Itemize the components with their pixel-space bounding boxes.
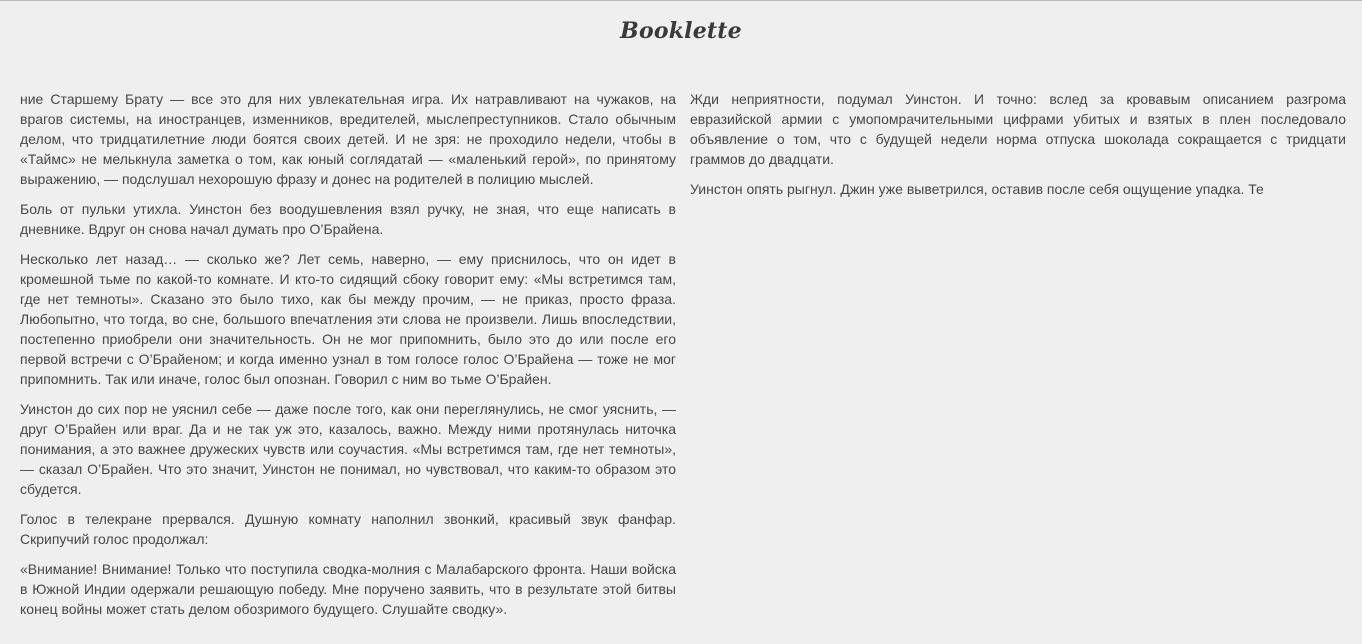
paragraph: Голос в телекране прервался. Душную комнату наполнил звонкий, красивый звук фанфар. Скрипучий голос продолжал: bbox=[20, 511, 676, 547]
right-page bbox=[690, 89, 1346, 209]
paragraph: «Внимание! Внимание! Только что поступила сводка-молния с Малабарского фронта. Наши войска в Южной Индии одержали решающую победу. Мне поручено заявить, что в результате этой битвы конец войны может стать делом обозримого будущего. Слушайте сводку». bbox=[20, 561, 676, 617]
paragraph: Жди неприятности, подумал Уинстон. И точно: вслед за кровавым описанием разгрома евразийской армии с умопомрачительными цифрами убитых и взятых в плен последовало объявление о том, что с будущей недели норма отпуска шоколада сокращается с тридцати граммов до двадцати. bbox=[690, 91, 1346, 167]
paragraph: Боль от пульки утихла. Уинстон без воодушевления взял ручку, не зная, что еще написать в дневнике. Вдруг он снова начал думать про О’Брайена. bbox=[20, 201, 676, 237]
left-page bbox=[20, 89, 676, 629]
app-title: Booklette bbox=[620, 18, 742, 44]
paragraph: Уинстон опять рыгнул. Джин уже выветрился, оставив после себя ощущение упадка. Те bbox=[690, 181, 1264, 197]
paragraph: Несколько лет назад… — сколько же? Лет семь, наверно, — ему приснилось, что он идет в кромешной тьме по какой-то комнате. И кто-то сидящий сбоку говорит ему: «Мы встретимся там, где нет темноты». Сказано это было тихо, как бы между прочим, — не приказ, просто фраза. Любопытно, что тогда, во сне, большого впечатления эти слова не произвели. Лишь впоследствии, постепенно приобрели они значительность. Он не мог припомнить, было это до или после его первой встречи с О’Брайеном; и когда именно узнал в том голосе голос О’Брайена — тоже не мог припомнить. Так или иначе, голос был опознан. Говорил с ним во тьме О’Брайен. bbox=[20, 251, 676, 387]
paragraph: Уинстон до сих пор не уяснил себе — даже после того, как они переглянулись, не смог уяснить, — друг О’Брайен или враг. Да и не так уж это, казалось, важно. Между ними протянулась ниточка понимания, а это важнее дружеских чувств или соучастия. «Мы встретимся там, где нет темноты», — сказал О’Брайен. Что это значит, Уинстон не понимал, но чувствовал, что каким-то образом это сбудется. bbox=[20, 401, 676, 497]
paragraph: ние Старшему Брату — все это для них увлекательная игра. Их натравливают на чужаков, на врагов системы, на иностранцев, изменников, вредителей, мыслепреступников. Стало обычным делом, что тридцатилетние люди боятся своих детей. И не зря: не проходило недели, чтобы в «Таймс» не мелькнула заметка о том, как юный соглядатай — «маленький герой», по принятому выражению, — подслушал нехорошую фразу и донес на родителей в полицию мыслей. bbox=[20, 91, 676, 187]
